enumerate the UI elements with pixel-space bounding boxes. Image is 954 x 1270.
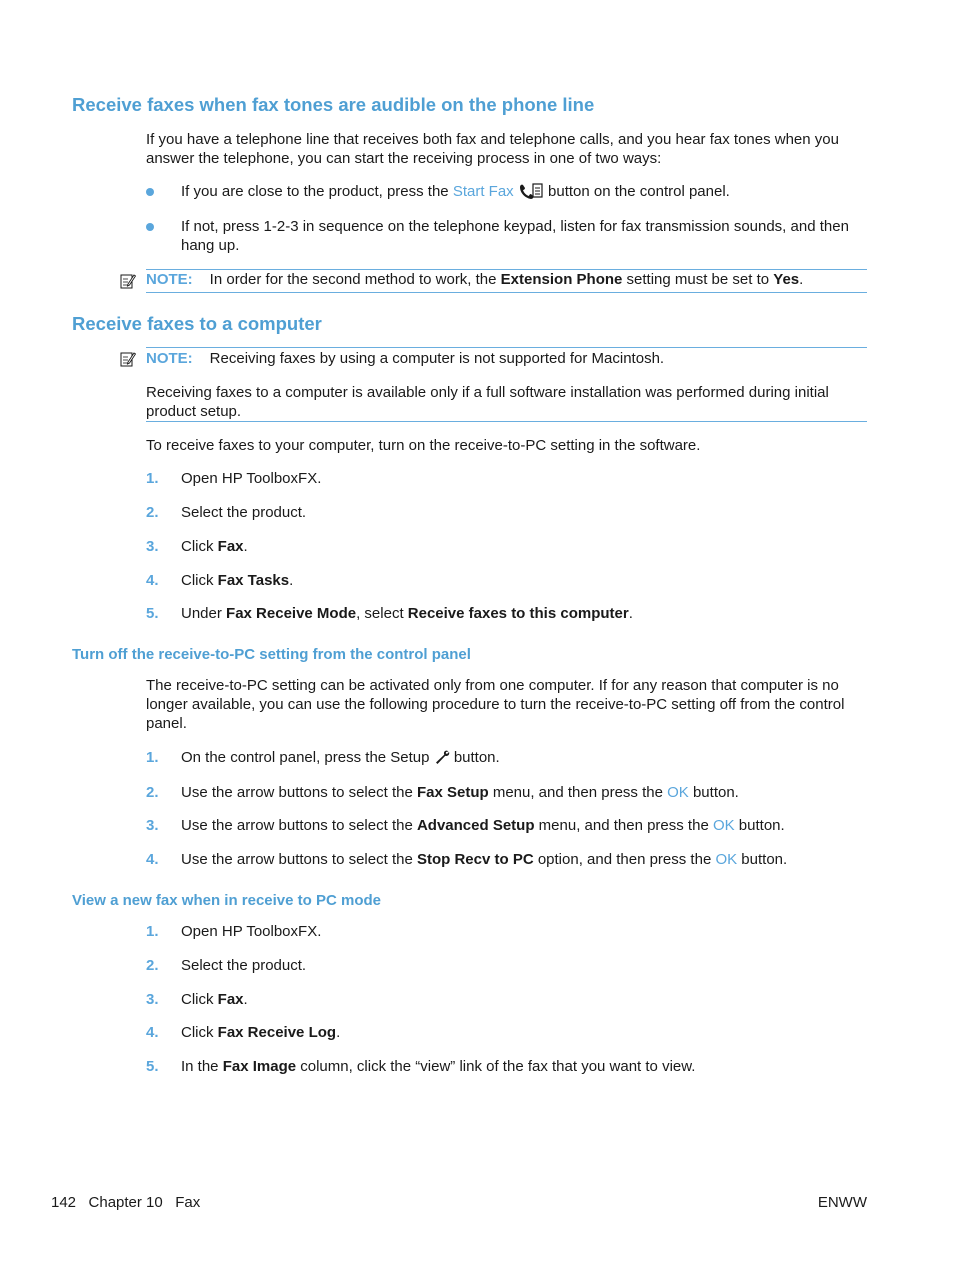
step-text-end: button. — [737, 851, 788, 868]
step-bold: Receive faxes to this computer — [407, 605, 629, 622]
note-paragraph: Receiving faxes to a computer is available only if a full software installation was performed during initial product setup. — [146, 384, 829, 420]
step-item — [181, 990, 871, 1009]
step-bold: Fax Receive Mode — [226, 605, 357, 622]
step-item — [181, 469, 871, 488]
step-number: 2. — [146, 784, 159, 801]
section-heading-view-new-fax: View a new fax when in receive to PC mode — [72, 892, 381, 909]
ok-button-link[interactable]: OK — [712, 817, 735, 834]
step-text: Click — [181, 538, 218, 555]
step-text-mid: menu, and then press the — [488, 784, 668, 801]
step-text-end: . — [289, 572, 294, 589]
ok-button-link[interactable]: OK — [667, 784, 689, 801]
step-item — [181, 604, 871, 623]
step-item — [181, 922, 871, 941]
start-fax-icon — [518, 183, 544, 199]
start-fax-link[interactable]: Start Fax — [452, 183, 514, 200]
step-text-end: . — [243, 538, 248, 555]
step-text: Click — [181, 991, 218, 1008]
step-number: 4. — [146, 572, 159, 589]
step-number: 3. — [146, 991, 159, 1008]
wrench-icon — [434, 749, 450, 765]
step-text-end: button. — [734, 817, 785, 834]
step-text: Open HP ToolboxFX. — [181, 470, 322, 487]
step-text-end: button. — [688, 784, 739, 801]
step-text-end: . — [243, 991, 248, 1008]
step-text-mid: , select — [356, 605, 408, 622]
step-number: 2. — [146, 957, 159, 974]
step-text: Use the arrow buttons to select the — [181, 851, 417, 868]
note-pencil-icon — [120, 272, 136, 290]
section-heading-audible-tones: Receive faxes when fax tones are audible on the phone line — [72, 94, 595, 115]
step-number: 1. — [146, 749, 159, 766]
section1-intro: If you have a telephone line that receives both fax and telephone calls, and you hear fax tones when you answer the telephone, you can start the receiving process in one of two ways: — [146, 131, 839, 167]
section-heading-receive-to-computer: Receive faxes to a computer — [72, 313, 322, 334]
step-text: Select the product. — [181, 957, 307, 974]
step-item — [181, 537, 871, 556]
step-number: 5. — [146, 605, 159, 622]
step-number: 2. — [146, 504, 159, 521]
footer-enww: ENWW — [817, 1194, 867, 1211]
step-text-mid: menu, and then press the — [534, 817, 713, 834]
note-bold-extension-phone: Extension Phone — [500, 271, 623, 288]
step-text: In the — [181, 1058, 223, 1075]
step-text: Use the arrow buttons to select the — [181, 784, 417, 801]
bullet-marker — [146, 223, 154, 231]
step-text: Use the arrow buttons to select the — [181, 817, 417, 834]
step-number: 4. — [146, 851, 159, 868]
step-text-end: column, click the “view” link of the fax that you want to view. — [296, 1058, 696, 1075]
note-bottom-rule — [146, 292, 867, 293]
bullet-item-start-fax — [181, 182, 871, 201]
note-macintosh — [146, 349, 868, 368]
section2-intro: To receive faxes to your computer, turn on the receive-to-PC setting in the software. — [146, 437, 701, 454]
step-text-end: button. — [449, 749, 500, 766]
step-bold: Stop Recv to PC — [416, 851, 534, 868]
ok-button-link[interactable]: OK — [715, 851, 738, 868]
section-heading-turn-off-receive-to-pc: Turn off the receive-to-PC setting from the control panel — [72, 646, 471, 663]
step-text: Click — [181, 1024, 218, 1041]
note-bold-yes: Yes — [773, 271, 800, 288]
section3-intro: The receive-to-PC setting can be activated only from one computer. If for any reason that computer is no longer available, you can use the following procedure to turn the receive-to-PC setting off from the control panel. — [146, 677, 845, 732]
step-number: 4. — [146, 1024, 159, 1041]
step-number: 5. — [146, 1058, 159, 1075]
bullet-item-keypad: If not, press 1-2-3 in sequence on the telephone keypad, listen for fax transmission sounds, and then hang up. — [181, 218, 849, 254]
step-text: Under — [181, 605, 227, 622]
note-text: Receiving faxes by using a computer is not supported for Macintosh. — [209, 350, 665, 367]
note-text-mid: setting must be set to — [622, 271, 774, 288]
step-number: 1. — [146, 470, 159, 487]
step-item — [181, 1057, 871, 1076]
footer-page-info: 142 Chapter 10 Fax — [51, 1194, 201, 1211]
note-pencil-icon — [120, 350, 136, 368]
note-top-rule — [146, 347, 867, 348]
note-extension-phone — [146, 270, 868, 289]
note-label: NOTE: — [146, 350, 193, 367]
step-text-end: . — [628, 605, 633, 622]
note-bottom-rule — [146, 421, 867, 422]
note-text-end: . — [799, 271, 804, 288]
step-text: Select the product. — [181, 504, 307, 521]
step-number: 1. — [146, 923, 159, 940]
bullet-text: If you are close to the product, press the — [181, 183, 453, 200]
step-item — [181, 816, 871, 835]
step-bold: Fax Setup — [416, 784, 489, 801]
step-item — [181, 1023, 871, 1042]
step-text-end: . — [336, 1024, 341, 1041]
step-bold: Advanced Setup — [416, 817, 535, 834]
step-item — [181, 783, 871, 802]
step-text: On the control panel, press the Setup — [181, 749, 434, 766]
step-bold: Fax Tasks — [217, 572, 290, 589]
step-text: Open HP ToolboxFX. — [181, 923, 322, 940]
step-item — [181, 850, 871, 869]
step-item — [181, 503, 871, 522]
bullet-marker — [146, 188, 154, 196]
step-bold: Fax Image — [222, 1058, 297, 1075]
note-text: In order for the second method to work, the — [209, 271, 501, 288]
step-item — [181, 748, 871, 767]
step-text: Click — [181, 572, 218, 589]
step-item — [181, 956, 871, 975]
step-number: 3. — [146, 817, 159, 834]
bullet-text-end: button on the control panel. — [543, 183, 730, 200]
step-number: 3. — [146, 538, 159, 555]
step-bold: Fax — [217, 538, 244, 555]
step-bold: Fax Receive Log — [217, 1024, 337, 1041]
step-bold: Fax — [217, 991, 244, 1008]
note-label: NOTE: — [146, 271, 193, 288]
step-item — [181, 571, 871, 590]
step-text-mid: option, and then press the — [533, 851, 716, 868]
